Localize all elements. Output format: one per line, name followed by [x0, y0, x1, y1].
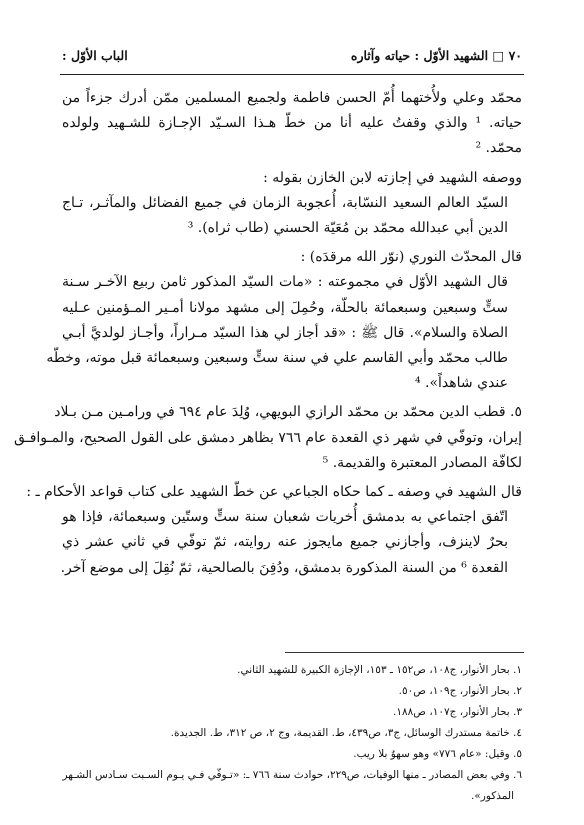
body-line: الدين أبي عبدالله محمّد بن مُعَيّة الحسني (طاب ثراه). ³ — [187, 220, 508, 237]
body-line: إيران، وتوفّي في شهر ذي القعدة عام ٧٦٦ بظاهر دمشق على القول الصحيح، والمـوافـق — [13, 429, 522, 446]
body-line: ستٍّ وسبعين وسبعمائة بالحلّة، وحُمِلَ إلى مشهد مولانا أمـير المـؤمنين عـليه — [62, 299, 508, 316]
body-line: القعدة ⁶ من السنة المذكورة بدمشق، ودُفِنَ بالصالحية، ثمّ نُقِلَ إلى موضع آخر. — [60, 559, 508, 576]
footnotes — [62, 660, 522, 807]
body-line: الصلاة والسلام». قال ﷺ : «قد أجاز لي هذا السيّد مـراراً، وأجـاز لولديَّ أبـي — [62, 324, 508, 341]
footnote-line: ٥. وقيل: «عام ٧٧٦» وهو سهوٌ بلا ريب. — [353, 748, 522, 760]
footnote-line: ٤. خاتمة مستدرك الوسائل، ج٣، ص٤٣٩، ط. القديمة، وج ٢، ص ٣١٢، ط. الجديدة. — [170, 727, 522, 739]
body-line: طالب محمّد وأبي القاسم علي في سنة ستٍّ وسبعين وسبعمائة قبل موته، وخطّه — [46, 350, 508, 367]
body-line: السيّد العالم السعيد النسّابة، أُعجوبة الزمان في جميع الفضائل والمآثـر، تـاج — [62, 194, 508, 211]
body-line: قال الشهيد الأوّل في مجموعته : «مات السيّد المذكور ثامن ربيع الآخـر سـنة — [62, 274, 508, 291]
header-rule — [60, 74, 524, 75]
body-line: بحرٌ لاينزف، وأجازني جميع مايجوز عنه روايته، ثمّ توفّي في ثاني عشر ذي — [62, 534, 508, 551]
body-line: محمّد. ² — [475, 140, 522, 157]
footnote-line: ٣. بحار الأنوار، ج١٠٧، ص١٨٨. — [393, 706, 522, 718]
footnote-line: ٦. وفي بعض المصادر ـ منها الوفيات، ص٢٢٩، حوادث سنة ٧٦٦ ـ: «تـوفّي فـي يـوم السـبت سـادس الشـهر — [62, 769, 522, 781]
body-line: ٥. قطب الدين محمّد بن محمّد الرازي البويهي، وُلِدَ عام ٦٩٤ في ورامـين مـن بـلاد — [54, 404, 522, 421]
footnote-line: المذكور». — [471, 790, 514, 802]
body-line: لكافّة المصادر المعتبرة والقديمة. ⁵ — [322, 454, 522, 471]
body-line: محمّد وعلي ولأُختهما أُمّ الحسن فاطمة ولجميع المسلمين ممّن أدرك جزءاً من — [62, 90, 522, 106]
body-line: ووصفه الشهيد في إجازته لابن الخازن بقوله : — [263, 169, 522, 186]
body-text — [13, 86, 522, 581]
page-header — [62, 48, 522, 70]
body-line: قال المحدّث النوري (نوّر الله مرقدَه) : — [300, 249, 522, 266]
chapter-label: الباب الأوّل : — [62, 48, 128, 63]
footnote-line: ٢. بحار الأنوار، ج١٠٩، ص٥٠. — [398, 685, 522, 697]
footnote-line: ١. بحار الأنوار، ج١٠٨، ص١٥٢ ـ ١٥٣، الإجازة الكبيرة للشهيد الثاني. — [237, 664, 522, 676]
footnote-rule — [285, 652, 524, 653]
body-line: اتّفق اجتماعي به بدمشق أُخريات شعبان سنة ستٍّ وستّين وسبعمائة، فإذا هو — [62, 509, 508, 526]
running-title: ٧٠ □ الشهيد الأوّل : حياته وآثاره — [350, 48, 522, 63]
body-line: قال الشهيد في وصفه ـ كما حكاه الجباعي عن خطّ الشهيد على كتاب قواعد الأحكام ـ : — [26, 484, 522, 501]
body-line: حياته. ¹ والذي وقفتُ عليه أنا من خطّ هـذا السـيّد الإجـازة للشـهيد ولولده — [62, 115, 522, 132]
body-line: عندي شاهداً». ⁴ — [414, 375, 508, 392]
